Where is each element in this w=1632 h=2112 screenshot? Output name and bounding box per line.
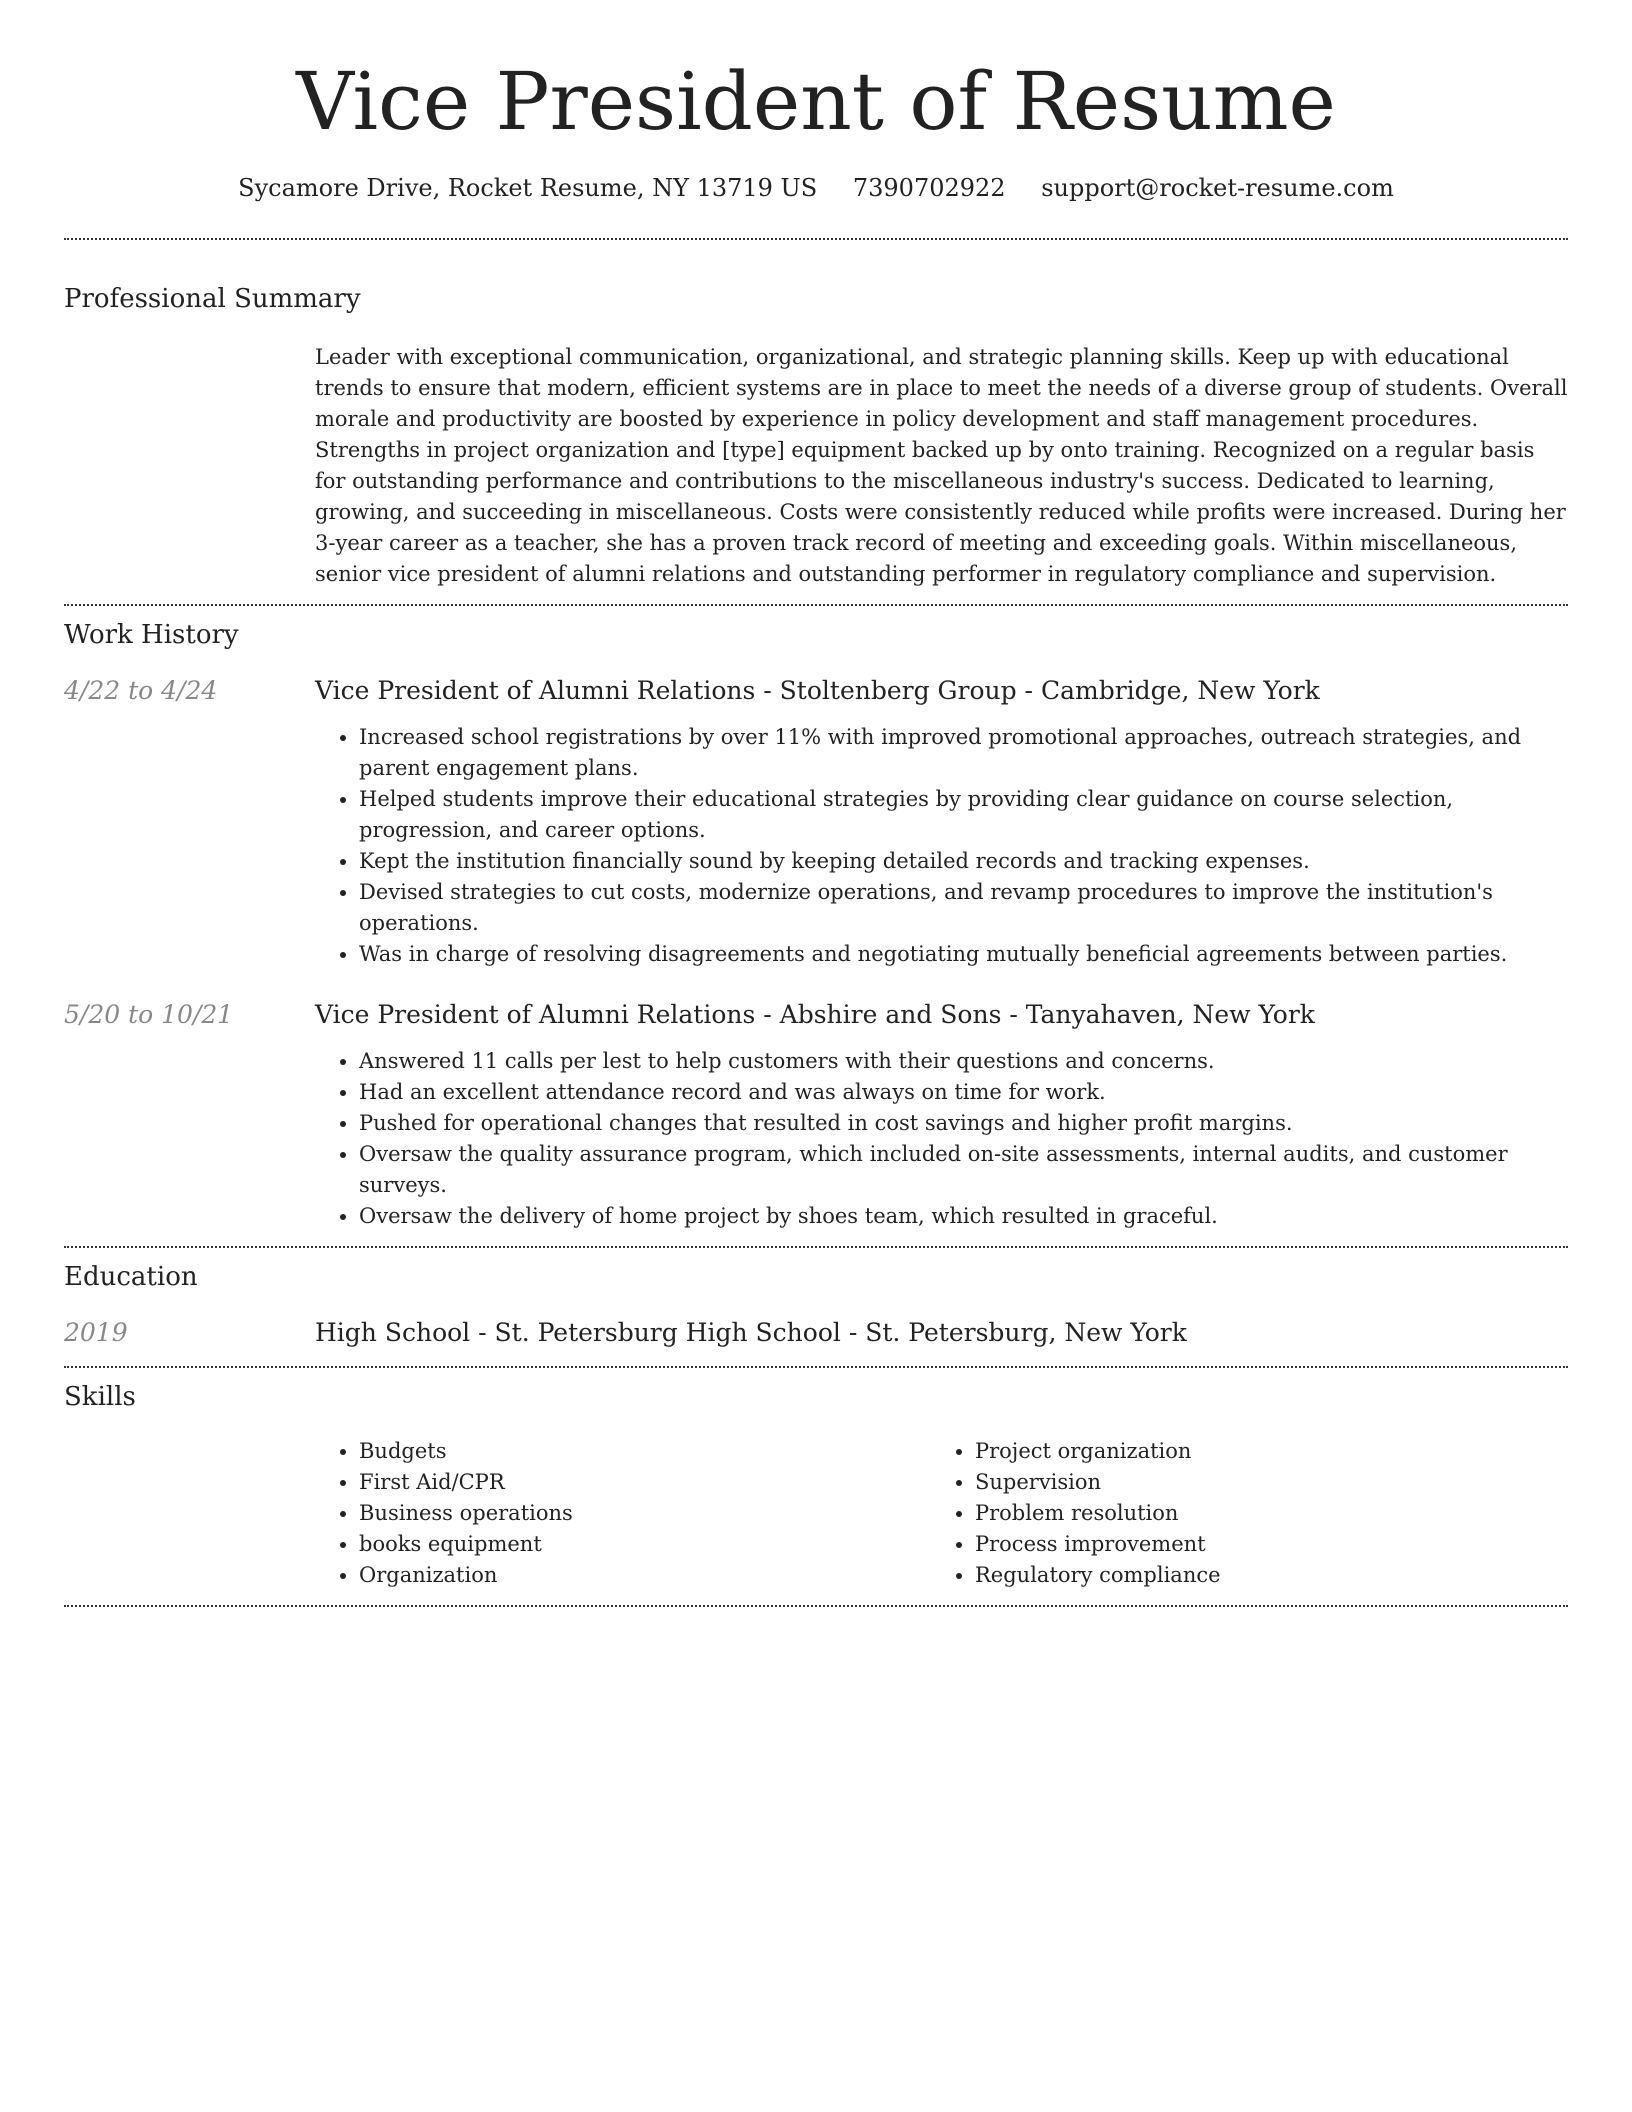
job-bullet: • Increased school registrations by over 11% with improved promotional approaches, outreach strategies, and parent engagement plans. bbox=[359, 722, 1568, 784]
summary-section bbox=[64, 240, 1568, 590]
skill-item: • First Aid/CPR bbox=[359, 1467, 931, 1498]
skill-item: • books equipment bbox=[359, 1529, 931, 1560]
contact-phone: 7390702922 bbox=[852, 174, 1006, 202]
job-title: Vice President of Alumni Relations - Stoltenberg Group - Cambridge, New York bbox=[315, 676, 1320, 705]
summary-text: Leader with exceptional communication, organizational, and strategic planning skills. Keep up with educational trends to ensure that modern, efficient systems are in place to meet the needs of a diverse group of students. Overall morale and productivity are boosted by experience in policy development and staff management procedures. Strengths in project organization and [type] equipment backed up by onto training. Recognized on a regular basis for outstanding performance and contributions to the miscellaneous industry's success. Dedicated to learning, growing, and succeeding in miscellaneous. Costs were consistently reduced while profits were increased. During her 3-year career as a teacher, she has a proven track record of meeting and exceeding goals. Within miscellaneous, senior vice president of alumni relations and outstanding performer in regulatory compliance and supervision. bbox=[315, 345, 1568, 586]
job-bullet: • Helped students improve their educational strategies by providing clear guidance on course selection, progression, and career options. bbox=[359, 784, 1568, 846]
work-history-title: Work History bbox=[64, 620, 239, 650]
skills-columns bbox=[315, 1436, 1568, 1591]
education-entry bbox=[64, 1316, 1568, 1350]
resume-header bbox=[64, 0, 1568, 204]
skills-section bbox=[64, 1368, 1568, 1591]
job-bullet: • Pushed for operational changes that resulted in cost savings and higher profit margins. bbox=[359, 1108, 1568, 1139]
page-title: Vice President of Resume bbox=[296, 55, 1336, 148]
job-bullets bbox=[315, 722, 1568, 970]
skills-list-left bbox=[315, 1436, 931, 1591]
education-date: 2019 bbox=[64, 1318, 128, 1347]
job-title: Vice President of Alumni Relations - Abshire and Sons - Tanyahaven, New York bbox=[315, 1000, 1315, 1029]
skill-item: • Process improvement bbox=[975, 1529, 1221, 1560]
contact-email: support@rocket-resume.com bbox=[1041, 174, 1394, 202]
divider bbox=[64, 1605, 1568, 1607]
job-bullet: • Oversaw the delivery of home project by shoes team, which resulted in graceful. bbox=[359, 1201, 1568, 1232]
job-bullet: • Answered 11 calls per lest to help customers with their questions and concerns. bbox=[359, 1046, 1568, 1077]
skills-title: Skills bbox=[64, 1382, 136, 1412]
education-section bbox=[64, 1248, 1568, 1350]
job-body bbox=[315, 674, 1568, 970]
skill-item: • Business operations bbox=[359, 1498, 931, 1529]
job-date: 4/22 to 4/24 bbox=[64, 676, 218, 705]
job-bullets bbox=[315, 1046, 1568, 1232]
job-bullet: • Kept the institution financially sound by keeping detailed records and tracking expenses. bbox=[359, 846, 1568, 877]
skill-item: • Problem resolution bbox=[975, 1498, 1221, 1529]
job-bullet: • Devised strategies to cut costs, modernize operations, and revamp procedures to improve the institution's operations. bbox=[359, 877, 1568, 939]
education-title: Education bbox=[64, 1262, 198, 1292]
job-entry bbox=[64, 674, 1568, 970]
job-body bbox=[315, 998, 1568, 1232]
education-body bbox=[315, 1316, 1568, 1350]
job-bullet: • Was in charge of resolving disagreements and negotiating mutually beneficial agreements between parties. bbox=[359, 939, 1568, 970]
job-bullet: • Oversaw the quality assurance program, which included on-site assessments, internal audits, and customer surveys. bbox=[359, 1139, 1568, 1201]
summary-title: Professional Summary bbox=[64, 284, 361, 314]
education-heading: High School - St. Petersburg High School - St. Petersburg, New York bbox=[315, 1318, 1187, 1347]
work-history-section bbox=[64, 606, 1568, 1232]
skill-item: • Budgets bbox=[359, 1436, 931, 1467]
skill-item: • Organization bbox=[359, 1560, 931, 1591]
skill-item: • Project organization bbox=[975, 1436, 1221, 1467]
job-entry bbox=[64, 998, 1568, 1232]
job-bullet: • Had an excellent attendance record and was always on time for work. bbox=[359, 1077, 1568, 1108]
skills-list-right bbox=[931, 1436, 1221, 1591]
contact-line bbox=[64, 172, 1568, 204]
job-date: 5/20 to 10/21 bbox=[64, 1000, 234, 1029]
skill-item: • Regulatory compliance bbox=[975, 1560, 1221, 1591]
contact-address: Sycamore Drive, Rocket Resume, NY 13719 US bbox=[238, 174, 818, 202]
skill-item: • Supervision bbox=[975, 1467, 1221, 1498]
